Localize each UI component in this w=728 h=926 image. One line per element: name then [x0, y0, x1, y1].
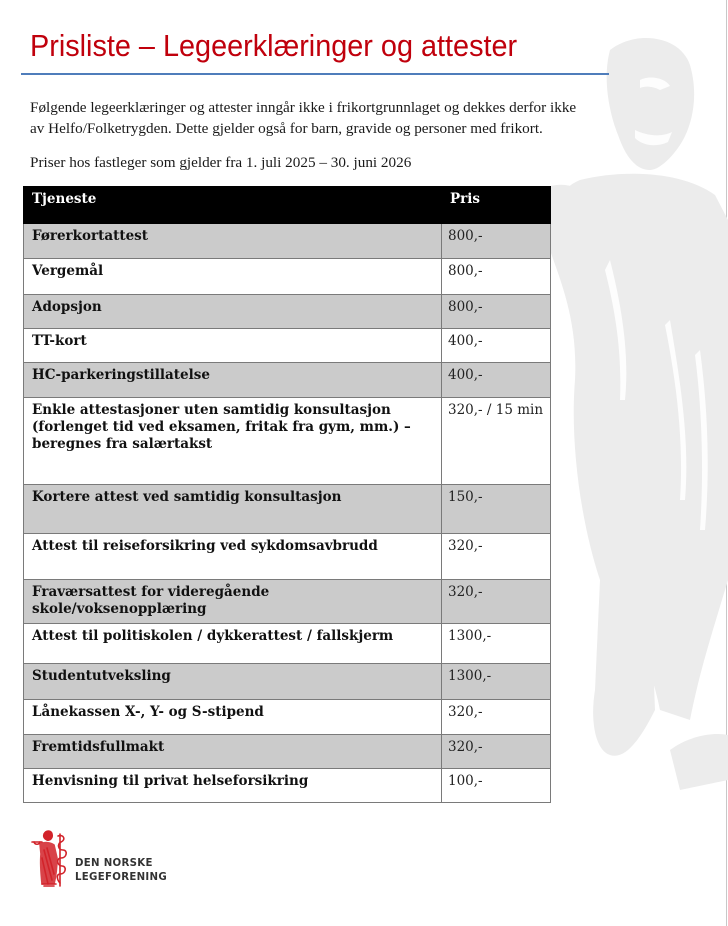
- service-cell: Adopsjon: [24, 295, 442, 329]
- service-cell: Enkle attestasjoner uten samtidig konsultasjon (forlenget tid ved eksamen, fritak fra gym, mm.) – beregnes fra salærtakst: [24, 398, 442, 485]
- intro-paragraph: Følgende legeerklæringer og attester inngår ikke i frikortgrunnlaget og dekkes derfor ikke av Helfo/Folketrygden. Dette gjelder også for barn, gravide og personer med frikort.: [30, 99, 577, 137]
- legeforening-logo: [30, 828, 230, 892]
- service-cell: Fraværsattest for videregående skole/voksenopplæring: [24, 580, 442, 624]
- table-row: [24, 363, 551, 398]
- column-header-service: Tjeneste: [24, 187, 442, 224]
- table-row: [24, 769, 551, 803]
- service-cell: HC-parkeringstillatelse: [24, 363, 442, 398]
- table-row: [24, 224, 551, 259]
- table-row: [24, 329, 551, 363]
- price-cell: 320,-: [442, 534, 551, 580]
- service-cell: Lånekassen X-, Y- og S-stipend: [24, 700, 442, 735]
- price-cell: 320,-: [442, 580, 551, 624]
- title-underline: [21, 73, 609, 75]
- statue-watermark-icon: [540, 20, 728, 840]
- logo-line-1: DEN NORSKE: [75, 858, 153, 869]
- table-row: [24, 259, 551, 295]
- price-cell: 1300,-: [442, 664, 551, 700]
- service-cell: Kortere attest ved samtidig konsultasjon: [24, 485, 442, 534]
- price-cell: 800,-: [442, 259, 551, 295]
- service-cell: Henvisning til privat helseforsikring: [24, 769, 442, 803]
- page-title: Prisliste – Legeerklæringer og attester: [30, 28, 518, 63]
- price-cell: 800,-: [442, 224, 551, 259]
- price-cell: 320,- / 15 min: [442, 398, 551, 485]
- logo-line-2: LEGEFORENING: [75, 872, 167, 883]
- table-row: [24, 580, 551, 624]
- table-row: [24, 534, 551, 580]
- service-cell: Studentutveksling: [24, 664, 442, 700]
- price-cell: 320,-: [442, 735, 551, 769]
- price-cell: 150,-: [442, 485, 551, 534]
- price-cell: 400,-: [442, 363, 551, 398]
- service-cell: Fremtidsfullmakt: [24, 735, 442, 769]
- table-header-row: [24, 187, 551, 224]
- table-row: [24, 664, 551, 700]
- price-cell: 320,-: [442, 700, 551, 735]
- logo-wordmark: [75, 857, 167, 885]
- validity-period: Priser hos fastleger som gjelder fra 1. juli 2025 – 30. juni 2026: [30, 154, 412, 171]
- price-cell: 100,-: [442, 769, 551, 803]
- service-cell: TT-kort: [24, 329, 442, 363]
- service-cell: Vergemål: [24, 259, 442, 295]
- table-row: [24, 700, 551, 735]
- statue-logo-icon: [30, 828, 72, 888]
- price-cell: 1300,-: [442, 624, 551, 664]
- table-row: [24, 295, 551, 329]
- price-cell: 800,-: [442, 295, 551, 329]
- price-table: [23, 186, 551, 803]
- service-cell: Attest til reiseforsikring ved sykdomsavbrudd: [24, 534, 442, 580]
- table-row: [24, 735, 551, 769]
- service-cell: Førerkortattest: [24, 224, 442, 259]
- table-row: [24, 398, 551, 485]
- column-header-price: Pris: [442, 187, 551, 224]
- table-row: [24, 485, 551, 534]
- service-cell: Attest til politiskolen / dykkerattest / fallskjerm: [24, 624, 442, 664]
- table-row: [24, 624, 551, 664]
- price-cell: 400,-: [442, 329, 551, 363]
